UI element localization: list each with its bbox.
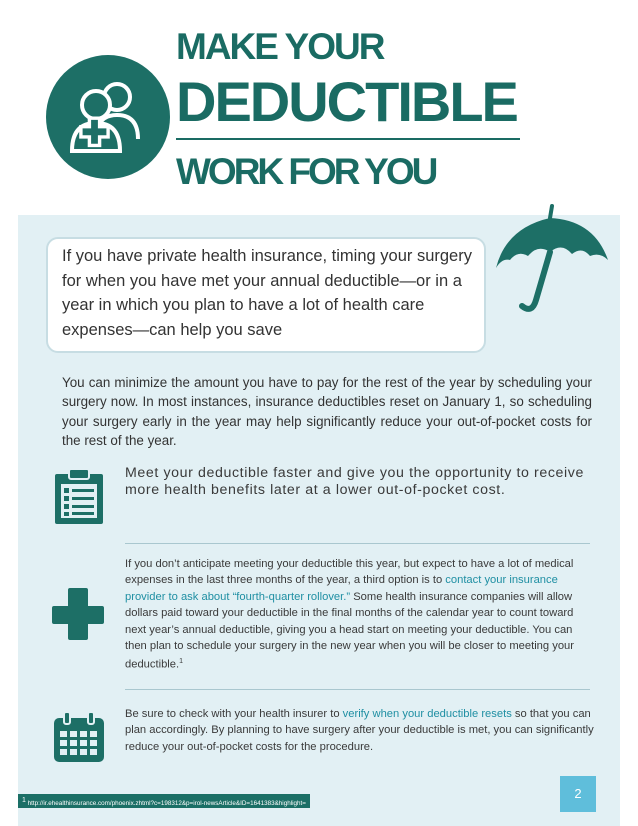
clipboard-icon <box>53 468 105 526</box>
footnote-url[interactable]: http://ir.ehealthinsurance.com/phoenix.zhtml?c=198312&p=irol-newsArticle&ID=1641383&highlight= <box>27 800 306 808</box>
title-line-1: MAKE YOUR <box>176 26 384 67</box>
family-health-icon <box>46 55 170 179</box>
divider <box>125 689 590 690</box>
footnote-bar <box>18 794 310 808</box>
tip-3-text-after: so that you can plan accordingly. By planning to have surgery after your deductible is met, you can significantly reduce your out-of-pocket costs for the procedure. <box>125 708 594 753</box>
title-line-2: DEDUCTIBLE <box>176 70 517 133</box>
health-logo <box>46 55 170 179</box>
fourth-quarter-rollover-link[interactable]: contact your insurance provider to ask about “fourth-quarter rollover.” <box>125 574 558 603</box>
divider <box>125 543 590 544</box>
calendar-icon <box>52 712 106 764</box>
tip-2-text <box>125 556 595 674</box>
verify-deductible-link[interactable]: verify when your deductible resets <box>342 708 512 720</box>
callout-text: If you have private health insurance, timing your surgery for when you have met your annual deductible—or in a year in which you plan to have a lot of health care expenses—can help you save <box>62 247 472 339</box>
tip-3-text <box>125 706 595 755</box>
medical-cross-icon <box>52 588 104 640</box>
intro-paragraph: You can minimize the amount you have to pay for the rest of the year by scheduling your surgery now. In most instances, insurance deductibles reset on January 1, so scheduling your surgery early in the year may help significantly reduce your out-of-pocket costs for the rest of the year. <box>62 375 592 448</box>
umbrella-icon <box>488 198 614 324</box>
footnote-mark: 1 <box>22 797 26 804</box>
title-line-3: WORK FOR YOU <box>176 151 436 192</box>
tip-1-text: Meet your deductible faster and give you the opportunity to receive more health benefits later at a lower out-of-pocket cost. <box>125 465 584 498</box>
tip-3-text-before: Be sure to check with your health insurer to <box>125 708 343 720</box>
tip-2-text-after: Some health insurance companies will allow dollars paid toward your deductible in the final months of the calendar year to count toward next year’s annual deductible, giving you a head start on meeting your deductible. You can then plan to schedule your surgery in the new year when you will be closer to meeting your deductible. <box>125 590 574 672</box>
title-divider <box>176 138 520 140</box>
footnote-reference: 1 <box>179 658 184 666</box>
page-number: 2 <box>560 776 596 812</box>
tip-2-text-before: If you don’t anticipate meeting your deductible this year, but expect to have a lot of medical expenses in the last three months of the year, a third option is to <box>125 558 574 587</box>
